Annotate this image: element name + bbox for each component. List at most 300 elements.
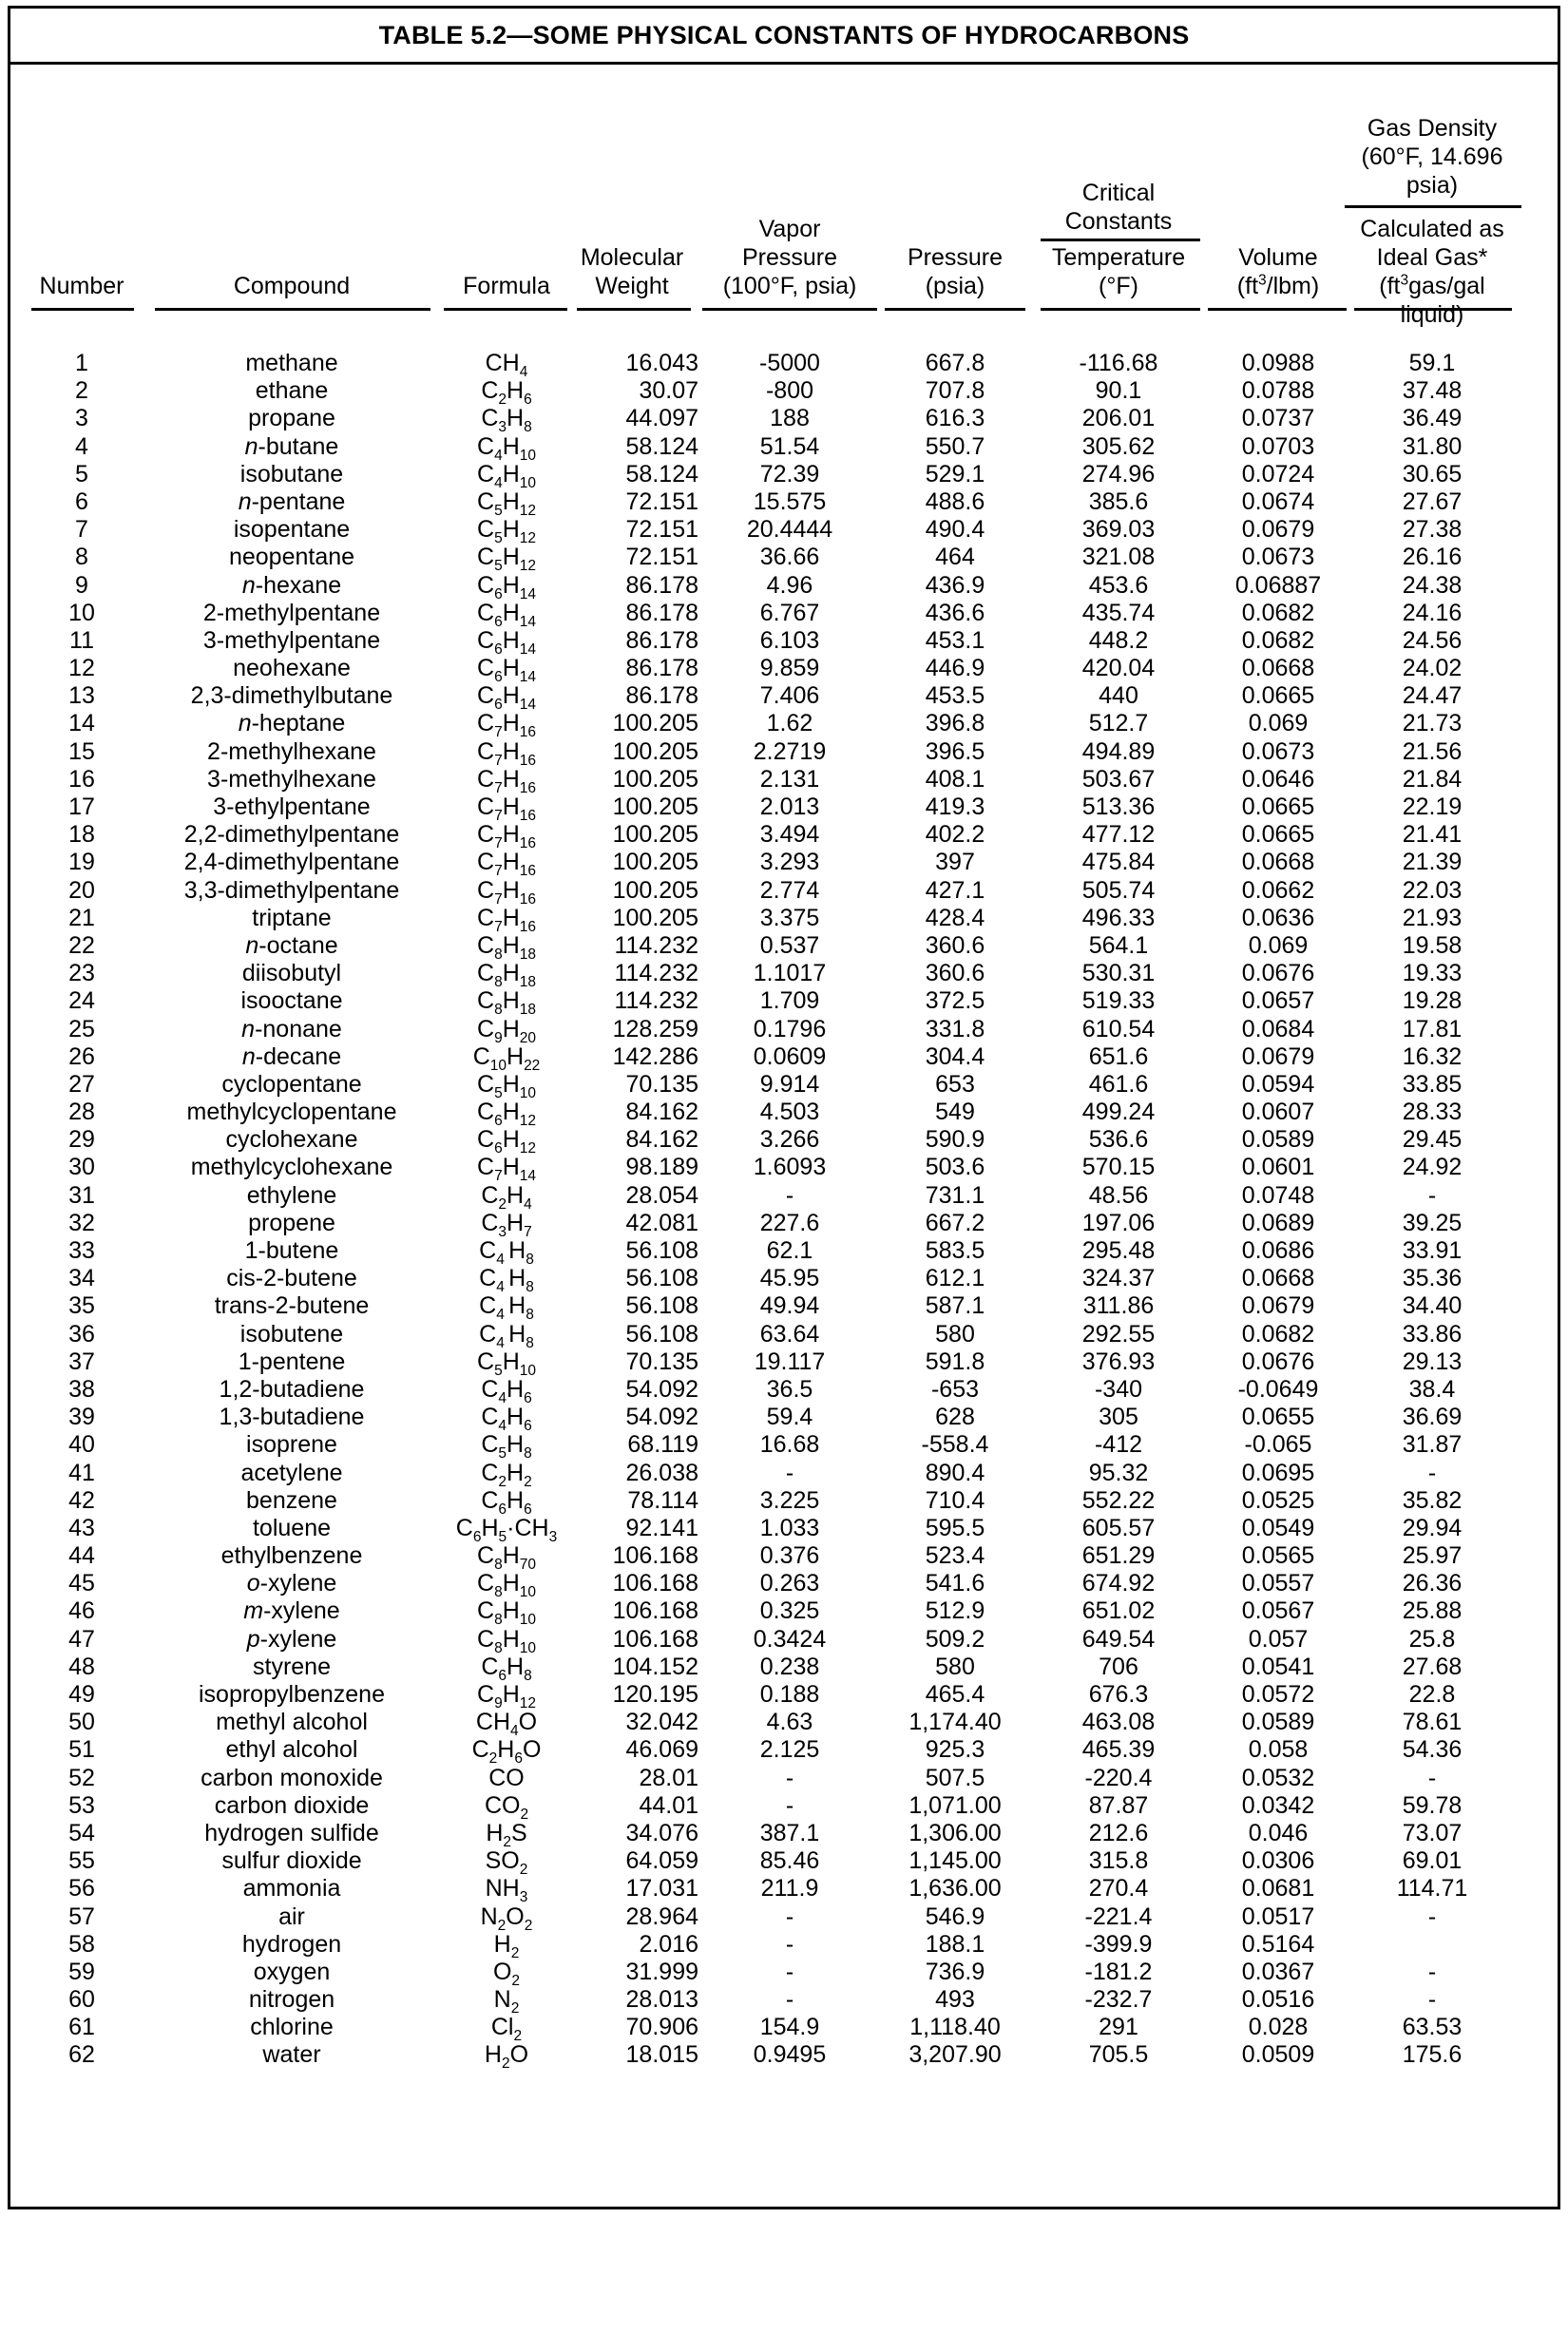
cell-formula: $C_2H_6$ bbox=[481, 377, 532, 409]
cell-vapor-pressure: 3.266 bbox=[759, 1126, 820, 1154]
cell-pressure: 529.1 bbox=[925, 460, 985, 488]
header-rule-gd bbox=[1354, 308, 1512, 311]
cell-formula: $CH_4O$ bbox=[475, 1709, 538, 1740]
cell-temperature: 305 bbox=[1099, 1404, 1138, 1431]
cell-number: 17 bbox=[68, 794, 95, 820]
cell-molecular-weight: 56.108 bbox=[625, 1265, 698, 1292]
header-col-number: Number bbox=[39, 273, 124, 299]
cell-pressure: 436.9 bbox=[925, 571, 985, 599]
cell-number: 41 bbox=[68, 1459, 95, 1486]
cell-vapor-pressure: 2.774 bbox=[759, 876, 820, 904]
cell-formula: $N_2O_2$ bbox=[480, 1903, 533, 1934]
cell-volume: 0.0525 bbox=[1241, 1486, 1315, 1514]
cell-pressure: 509.2 bbox=[925, 1625, 985, 1653]
cell-gas-density: 78.61 bbox=[1402, 1709, 1463, 1736]
header-col-compound: Compound bbox=[233, 273, 351, 299]
table-row bbox=[10, 1486, 1558, 1518]
cell-volume: 0.057 bbox=[1248, 1625, 1309, 1653]
cell-volume: 0.0665 bbox=[1241, 821, 1315, 849]
cell-formula: $CO_2$ bbox=[484, 1791, 529, 1823]
table-row bbox=[10, 1709, 1558, 1740]
cell-formula: $C_8H_{10}$ bbox=[477, 1570, 536, 1601]
cell-volume: 0.069 bbox=[1248, 931, 1309, 959]
cell-vapor-pressure: 6.103 bbox=[759, 626, 820, 654]
cell-molecular-weight: 16.043 bbox=[625, 350, 698, 376]
cell-gas-density: 28.33 bbox=[1402, 1099, 1463, 1126]
cell-pressure: 3,207.90 bbox=[908, 2041, 1002, 2069]
cell-molecular-weight: 54.092 bbox=[625, 1404, 698, 1431]
cell-volume: 0.0665 bbox=[1241, 682, 1315, 710]
cell-compound: ethylene bbox=[246, 1181, 337, 1209]
cell-formula: $C_7H_{16}$ bbox=[477, 765, 536, 796]
cell-molecular-weight: 68.119 bbox=[627, 1431, 698, 1459]
cell-molecular-weight: 142.286 bbox=[612, 1042, 698, 1070]
cell-vapor-pressure: 0.263 bbox=[759, 1570, 820, 1597]
table-row bbox=[10, 849, 1558, 880]
cell-compound: ethane bbox=[255, 377, 329, 405]
table-row bbox=[10, 1626, 1558, 1654]
header-rule-compound bbox=[155, 308, 430, 311]
cell-compound: 1,2-butadiene bbox=[219, 1375, 365, 1403]
cell-volume: 0.0682 bbox=[1241, 599, 1315, 626]
cell-number: 60 bbox=[68, 1986, 95, 2014]
cell-volume: 0.0724 bbox=[1241, 460, 1315, 488]
cell-gas-density: 21.56 bbox=[1402, 737, 1463, 765]
cell-number: 45 bbox=[68, 1570, 95, 1597]
cell-compound: n-nonane bbox=[241, 1015, 342, 1042]
cell-vapor-pressure: 1.1017 bbox=[753, 960, 827, 987]
cell-number: 50 bbox=[68, 1709, 95, 1736]
cell-molecular-weight: 44.01 bbox=[639, 1791, 698, 1819]
cell-pressure: 396.5 bbox=[925, 737, 985, 765]
cell-compound: ethylbenzene bbox=[220, 1542, 363, 1570]
table-row bbox=[10, 987, 1558, 1019]
cell-number: 48 bbox=[68, 1653, 95, 1680]
table-row bbox=[10, 1459, 1558, 1490]
cell-molecular-weight: 106.168 bbox=[612, 1542, 698, 1570]
cell-temperature: -399.9 bbox=[1084, 1930, 1153, 1958]
cell-volume: 0.0676 bbox=[1241, 1348, 1315, 1375]
cell-vapor-pressure: - bbox=[785, 1459, 794, 1486]
cell-temperature: 513.36 bbox=[1081, 794, 1156, 820]
cell-volume: 0.0748 bbox=[1241, 1181, 1315, 1209]
cell-gas-density: 22.03 bbox=[1402, 876, 1463, 904]
cell-formula: $C_7H_{14}$ bbox=[477, 1154, 536, 1185]
cell-pressure: 464 bbox=[935, 544, 975, 571]
cell-compound: cyclopentane bbox=[221, 1070, 362, 1098]
table-row bbox=[10, 1597, 1558, 1629]
cell-pressure: 402.2 bbox=[925, 821, 985, 849]
cell-gas-density: 24.56 bbox=[1402, 626, 1463, 654]
cell-gas-density: 31.87 bbox=[1402, 1431, 1463, 1459]
cell-vapor-pressure: - bbox=[785, 1764, 794, 1791]
table-row bbox=[10, 1126, 1558, 1157]
cell-molecular-weight: 56.108 bbox=[625, 1237, 698, 1264]
cell-gas-density: 36.69 bbox=[1402, 1404, 1463, 1431]
cell-vapor-pressure: 6.767 bbox=[759, 599, 820, 626]
cell-compound: 2,4-dimethylpentane bbox=[183, 849, 400, 876]
table-row bbox=[10, 1958, 1558, 1989]
cell-volume: 0.0342 bbox=[1241, 1791, 1315, 1819]
table-row bbox=[10, 737, 1558, 769]
header-rule-vp bbox=[702, 308, 877, 311]
cell-molecular-weight: 86.178 bbox=[625, 599, 698, 626]
table-row bbox=[10, 599, 1558, 630]
cell-formula: $C_2H_6O$ bbox=[471, 1736, 542, 1768]
cell-number: 34 bbox=[68, 1265, 95, 1292]
cell-gas-density: 29.13 bbox=[1402, 1348, 1463, 1375]
cell-temperature: 649.54 bbox=[1081, 1625, 1156, 1653]
cell-molecular-weight: 58.124 bbox=[625, 460, 698, 488]
cell-vapor-pressure: 49.94 bbox=[759, 1292, 820, 1320]
table-row bbox=[10, 1154, 1558, 1185]
cell-number: 32 bbox=[68, 1209, 95, 1236]
cell-vapor-pressure: 1.709 bbox=[759, 987, 820, 1015]
cell-gas-density: - bbox=[1427, 1181, 1437, 1209]
cell-formula: $C_8H_{18}$ bbox=[477, 987, 536, 1019]
cell-gas-density: 24.16 bbox=[1402, 599, 1463, 626]
cell-gas-density: - bbox=[1427, 1903, 1437, 1930]
cell-temperature: 605.57 bbox=[1081, 1514, 1156, 1541]
cell-vapor-pressure: 2.125 bbox=[759, 1736, 820, 1764]
cell-gas-density: 16.32 bbox=[1402, 1042, 1463, 1070]
cell-vapor-pressure: 154.9 bbox=[759, 2014, 820, 2041]
cell-compound: toluene bbox=[252, 1514, 332, 1541]
cell-gas-density: 21.93 bbox=[1402, 904, 1463, 931]
table-row bbox=[10, 350, 1558, 380]
cell-number: 57 bbox=[68, 1903, 95, 1930]
header-col-gas-density: Calculated as Ideal Gas* ($ft^3gas$/gal liquid) bbox=[1360, 216, 1504, 328]
cell-gas-density: 37.48 bbox=[1402, 377, 1463, 405]
cell-molecular-weight: 30.07 bbox=[639, 377, 698, 405]
cell-molecular-weight: 64.059 bbox=[625, 1847, 698, 1875]
cell-number: 26 bbox=[68, 1042, 95, 1070]
cell-formula: $CH_4$ bbox=[485, 350, 528, 380]
cell-temperature: 564.1 bbox=[1088, 931, 1149, 959]
cell-formula: $C_7H_{16}$ bbox=[477, 821, 536, 852]
cell-compound: styrene bbox=[253, 1653, 331, 1680]
cell-number: 40 bbox=[68, 1431, 95, 1459]
cell-molecular-weight: 18.015 bbox=[625, 2041, 698, 2069]
cell-formula: $C_6H_{14}$ bbox=[477, 655, 536, 686]
cell-pressure: 580 bbox=[935, 1320, 975, 1348]
cell-temperature: 676.3 bbox=[1088, 1681, 1149, 1708]
cell-volume: 0.0668 bbox=[1241, 1265, 1315, 1292]
cell-formula: $N_2$ bbox=[493, 1986, 520, 2017]
table-row bbox=[10, 821, 1558, 852]
cell-compound: o-xylene bbox=[246, 1570, 337, 1597]
cell-vapor-pressure: - bbox=[785, 1903, 794, 1930]
cell-pressure: 1,071.00 bbox=[908, 1791, 1002, 1819]
cell-gas-density: - bbox=[1427, 1958, 1437, 1985]
cell-gas-density: - bbox=[1427, 1764, 1437, 1791]
cell-temperature: 651.02 bbox=[1081, 1597, 1156, 1625]
cell-compound: n-heptane bbox=[238, 710, 346, 737]
cell-molecular-weight: 34.076 bbox=[625, 1819, 698, 1846]
cell-gas-density: 19.33 bbox=[1402, 960, 1463, 987]
table-row bbox=[10, 1847, 1558, 1879]
cell-molecular-weight: 100.205 bbox=[612, 904, 698, 931]
cell-compound: 1-pentene bbox=[238, 1348, 346, 1375]
header-col-vapor-pressure: Vapor Pressure (100°F, psia) bbox=[722, 216, 857, 299]
cell-compound: propene bbox=[248, 1209, 335, 1236]
cell-vapor-pressure: 62.1 bbox=[766, 1237, 813, 1264]
cell-vapor-pressure: 3.375 bbox=[759, 904, 820, 931]
cell-compound: nitrogen bbox=[248, 1986, 335, 2014]
cell-gas-density: 21.73 bbox=[1402, 710, 1463, 737]
cell-vapor-pressure: 0.9495 bbox=[753, 2041, 827, 2069]
cell-number: 1 bbox=[75, 350, 88, 376]
cell-vapor-pressure: 0.325 bbox=[759, 1597, 820, 1625]
cell-compound: isobutene bbox=[239, 1320, 344, 1348]
table-row bbox=[10, 1237, 1558, 1268]
cell-formula: $C_8H_{10}$ bbox=[477, 1625, 536, 1656]
cell-volume: 0.0607 bbox=[1241, 1099, 1315, 1126]
cell-compound: air bbox=[278, 1903, 305, 1930]
cell-formula: $C_4H_6$ bbox=[481, 1404, 532, 1435]
table-row bbox=[10, 1015, 1558, 1046]
cell-number: 22 bbox=[68, 931, 95, 959]
cell-compound: 1-butene bbox=[244, 1237, 339, 1264]
cell-pressure: 580 bbox=[935, 1653, 975, 1680]
cell-compound: 1,3-butadiene bbox=[219, 1404, 365, 1431]
cell-compound: isooctane bbox=[240, 987, 343, 1015]
cell-temperature: -221.4 bbox=[1084, 1903, 1153, 1930]
cell-compound: hydrogen sulfide bbox=[204, 1819, 379, 1846]
cell-number: 30 bbox=[68, 1154, 95, 1181]
cell-formula: $C_4H_{10}$ bbox=[477, 460, 536, 491]
cell-temperature: -116.68 bbox=[1079, 350, 1158, 376]
cell-gas-density: 19.28 bbox=[1402, 987, 1463, 1015]
cell-vapor-pressure: -800 bbox=[765, 377, 814, 405]
cell-pressure: 587.1 bbox=[925, 1292, 985, 1320]
cell-gas-density: 27.38 bbox=[1402, 516, 1463, 544]
cell-number: 55 bbox=[68, 1847, 95, 1875]
cell-temperature: 477.12 bbox=[1081, 821, 1156, 849]
cell-vapor-pressure: 211.9 bbox=[760, 1875, 819, 1903]
cell-compound: neohexane bbox=[233, 655, 351, 682]
cell-number: 16 bbox=[68, 765, 95, 793]
cell-compound: methylcyclopentane bbox=[186, 1099, 397, 1126]
cell-vapor-pressure: 0.537 bbox=[759, 931, 820, 959]
cell-pressure: 667.2 bbox=[925, 1209, 985, 1236]
cell-molecular-weight: 28.964 bbox=[625, 1903, 698, 1930]
cell-number: 25 bbox=[68, 1015, 95, 1042]
cell-gas-density: 63.53 bbox=[1402, 2014, 1463, 2041]
cell-pressure: 453.5 bbox=[925, 682, 985, 710]
cell-volume: 0.0601 bbox=[1241, 1154, 1315, 1181]
cell-molecular-weight: 86.178 bbox=[625, 626, 698, 654]
cell-vapor-pressure: 0.188 bbox=[759, 1681, 820, 1708]
table-row bbox=[10, 1404, 1558, 1435]
cell-molecular-weight: 70.906 bbox=[625, 2014, 698, 2041]
cell-compound: 2-methylpentane bbox=[202, 599, 381, 626]
header-col-gas-density-units: ($ft^3gas$/gal bbox=[1379, 272, 1485, 299]
cell-formula: $NH_3$ bbox=[485, 1875, 528, 1906]
table-row bbox=[10, 710, 1558, 741]
cell-compound: cis-2-butene bbox=[226, 1265, 357, 1292]
cell-compound: oxygen bbox=[253, 1958, 331, 1985]
table-row bbox=[10, 1431, 1558, 1463]
cell-molecular-weight: 28.01 bbox=[639, 1764, 698, 1791]
cell-molecular-weight: 70.135 bbox=[625, 1070, 698, 1098]
cell-volume: 0.0686 bbox=[1241, 1237, 1315, 1264]
cell-gas-density: 33.85 bbox=[1402, 1070, 1463, 1098]
table-row bbox=[10, 572, 1558, 600]
cell-gas-density: 69.01 bbox=[1402, 1847, 1463, 1875]
cell-formula: $C_2H_4$ bbox=[481, 1181, 532, 1213]
cell-compound: carbon dioxide bbox=[214, 1791, 370, 1819]
cell-volume: 0.0541 bbox=[1241, 1653, 1315, 1680]
header-col-temperature: Temperature (°F) bbox=[1051, 244, 1186, 299]
cell-pressure: 427.1 bbox=[925, 876, 985, 904]
cell-vapor-pressure: 20.4444 bbox=[746, 516, 833, 544]
cell-volume: 0.0655 bbox=[1241, 1404, 1315, 1431]
cell-formula: $C_7H_{16}$ bbox=[477, 794, 536, 824]
cell-vapor-pressure: 4.96 bbox=[766, 571, 813, 599]
cell-volume: 0.0589 bbox=[1241, 1709, 1315, 1736]
cell-temperature: 311.86 bbox=[1082, 1292, 1155, 1320]
cell-number: 58 bbox=[68, 1930, 95, 1958]
cell-formula: $C_5H_{12}$ bbox=[477, 516, 536, 547]
cell-gas-density: 22.8 bbox=[1408, 1681, 1456, 1708]
table-row bbox=[10, 1542, 1558, 1574]
cell-number: 14 bbox=[68, 710, 95, 737]
cell-compound: isoprene bbox=[246, 1431, 337, 1459]
cell-pressure: 890.4 bbox=[925, 1459, 985, 1486]
header-rule-volume bbox=[1208, 308, 1347, 311]
cell-formula: $SO_2$ bbox=[485, 1847, 528, 1879]
table-row bbox=[10, 766, 1558, 794]
cell-molecular-weight: 42.081 bbox=[625, 1209, 698, 1236]
cell-gas-density: 21.41 bbox=[1402, 821, 1463, 849]
cell-temperature: 512.7 bbox=[1088, 710, 1149, 737]
cell-gas-density: 175.6 bbox=[1402, 2041, 1463, 2069]
cell-temperature: 530.31 bbox=[1081, 960, 1156, 987]
table-row bbox=[10, 876, 1558, 908]
cell-vapor-pressure: 36.66 bbox=[759, 544, 820, 571]
cell-volume: 0.0737 bbox=[1241, 405, 1315, 432]
cell-compound: isopentane bbox=[233, 516, 351, 544]
cell-number: 47 bbox=[68, 1625, 95, 1653]
cell-number: 61 bbox=[68, 2014, 95, 2041]
cell-compound: methyl alcohol bbox=[216, 1709, 368, 1736]
cell-temperature: 321.08 bbox=[1081, 544, 1156, 571]
cell-number: 11 bbox=[69, 626, 94, 654]
table-row bbox=[10, 1903, 1558, 1934]
cell-molecular-weight: 92.141 bbox=[625, 1514, 698, 1541]
cell-gas-density: 33.86 bbox=[1402, 1320, 1463, 1348]
cell-number: 56 bbox=[68, 1875, 95, 1903]
cell-vapor-pressure: 2.131 bbox=[759, 765, 820, 793]
cell-temperature: 705.5 bbox=[1088, 2041, 1149, 2069]
cell-molecular-weight: 31.999 bbox=[625, 1958, 698, 1985]
cell-volume: 0.0788 bbox=[1241, 377, 1315, 405]
cell-pressure: 488.6 bbox=[925, 488, 985, 515]
table-row bbox=[10, 1653, 1558, 1684]
header-rule-pressure bbox=[885, 308, 1025, 311]
cell-formula: $C_6H_5\cdot CH_3$ bbox=[455, 1514, 558, 1545]
cell-temperature: -181.2 bbox=[1084, 1958, 1153, 1985]
cell-formula: $C_6H_{12}$ bbox=[477, 1099, 536, 1130]
cell-gas-density: 21.39 bbox=[1402, 849, 1463, 876]
header-col-pressure: Pressure (psia) bbox=[907, 244, 1004, 299]
cell-vapor-pressure: 0.3424 bbox=[753, 1625, 827, 1653]
cell-vapor-pressure: 36.5 bbox=[766, 1375, 813, 1403]
cell-molecular-weight: 72.151 bbox=[625, 488, 698, 515]
cell-formula: $C_6H_{14}$ bbox=[477, 571, 536, 602]
cell-temperature: 496.33 bbox=[1081, 904, 1156, 931]
cell-vapor-pressure: 51.54 bbox=[759, 432, 820, 460]
header-col-formula: Formula bbox=[463, 273, 550, 299]
cell-temperature: 274.96 bbox=[1081, 460, 1156, 488]
cell-gas-density: 25.97 bbox=[1402, 1542, 1463, 1570]
cell-gas-density: 33.91 bbox=[1402, 1237, 1463, 1264]
cell-formula: $C_5H_{10}$ bbox=[477, 1070, 536, 1101]
header-group-gas-density: Gas Density (60°F, 14.696 psia) bbox=[1361, 115, 1503, 199]
cell-volume: 0.5164 bbox=[1241, 1930, 1315, 1958]
cell-pressure: 523.4 bbox=[925, 1542, 985, 1570]
cell-volume: 0.0509 bbox=[1241, 2041, 1315, 2069]
cell-vapor-pressure: 45.95 bbox=[759, 1265, 820, 1292]
cell-compound: triptane bbox=[252, 904, 332, 931]
cell-number: 29 bbox=[68, 1126, 95, 1154]
header-group-critical-constants: Critical Constants bbox=[1064, 180, 1173, 235]
cell-temperature: 291 bbox=[1099, 2014, 1138, 2041]
cell-temperature: 292.55 bbox=[1081, 1320, 1156, 1348]
cell-gas-density: - bbox=[1427, 1986, 1437, 2014]
cell-pressure: 550.7 bbox=[925, 432, 985, 460]
table-row bbox=[10, 1099, 1558, 1130]
cell-pressure: 436.6 bbox=[925, 599, 985, 626]
cell-temperature: 197.06 bbox=[1081, 1209, 1156, 1236]
cell-number: 12 bbox=[68, 655, 95, 682]
cell-formula: $C_3H_7$ bbox=[481, 1209, 532, 1240]
cell-volume: 0.069 bbox=[1248, 710, 1309, 737]
cell-gas-density: 24.92 bbox=[1402, 1154, 1463, 1181]
cell-number: 7 bbox=[75, 516, 88, 544]
cell-vapor-pressure: 3.494 bbox=[759, 821, 820, 849]
cell-volume: 0.0689 bbox=[1241, 1209, 1315, 1236]
cell-volume: 0.0679 bbox=[1241, 1292, 1315, 1320]
table-row bbox=[10, 1042, 1558, 1074]
cell-formula: $C_5H_8$ bbox=[481, 1431, 532, 1463]
cell-number: 13 bbox=[68, 682, 95, 710]
cell-formula: $C_5H_{10}$ bbox=[477, 1348, 536, 1379]
cell-number: 20 bbox=[68, 876, 95, 904]
cell-formula: $C_7H_{16}$ bbox=[477, 876, 536, 908]
cell-compound: m-xylene bbox=[243, 1597, 340, 1625]
cell-pressure: 503.6 bbox=[925, 1154, 985, 1181]
cell-pressure: 583.5 bbox=[925, 1237, 985, 1264]
cell-pressure: 419.3 bbox=[925, 794, 985, 820]
cell-temperature: 463.08 bbox=[1081, 1709, 1156, 1736]
cell-formula: $C_6H_{14}$ bbox=[477, 599, 536, 630]
cell-vapor-pressure: 1.6093 bbox=[753, 1154, 827, 1181]
cell-pressure: -653 bbox=[930, 1375, 980, 1403]
cell-compound: methylcyclohexane bbox=[190, 1154, 393, 1181]
table-row bbox=[10, 1209, 1558, 1240]
table-row bbox=[10, 377, 1558, 409]
table-row bbox=[10, 460, 1558, 491]
cell-volume: 0.058 bbox=[1248, 1736, 1309, 1764]
cell-pressure: 612.1 bbox=[925, 1265, 985, 1292]
cell-temperature: 315.8 bbox=[1088, 1847, 1149, 1875]
cell-vapor-pressure: 7.406 bbox=[759, 682, 820, 710]
cell-temperature: 475.84 bbox=[1081, 849, 1156, 876]
cell-vapor-pressure: - bbox=[785, 1986, 794, 2014]
cell-molecular-weight: 100.205 bbox=[612, 765, 698, 793]
